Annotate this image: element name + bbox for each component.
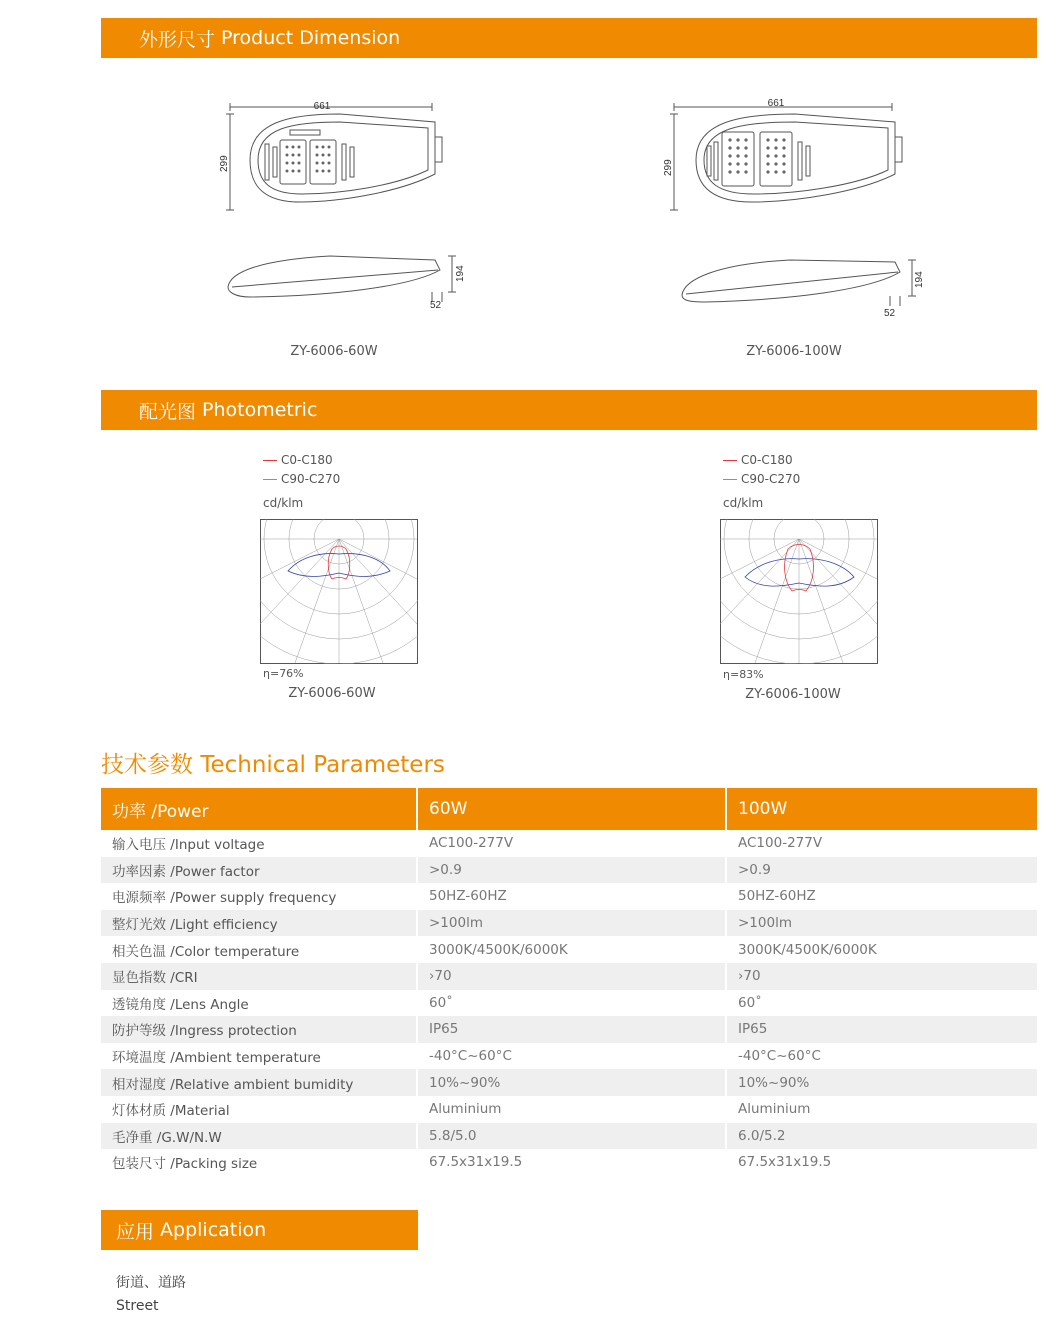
param-value-60w: Aluminium <box>417 1096 726 1123</box>
param-value-60w: >100lm <box>417 910 726 937</box>
legend-swatch-red <box>263 460 277 461</box>
application-header-en: Application <box>160 1219 267 1241</box>
legend-item-c90-r: C90-C270 <box>723 470 800 489</box>
application-header-cn: 应用 <box>116 1220 155 1243</box>
param-value-100w: -40°C~60°C <box>726 1043 1037 1070</box>
header-power: 功率 /Power <box>101 788 417 830</box>
height-label-60w: 299 <box>219 155 230 172</box>
table-row <box>101 830 1037 857</box>
param-value-60w: -40°C~60°C <box>417 1043 726 1070</box>
dimension-header-cn: 外形尺寸 <box>139 28 216 51</box>
table-row <box>101 910 1037 937</box>
width-label-60w: 661 <box>313 101 331 112</box>
legend-item-c0-r: C0-C180 <box>723 451 800 470</box>
param-label: 防护等级 /Ingress protection <box>101 1016 417 1043</box>
technical-title <box>101 746 445 779</box>
param-label: 灯体材质 /Material <box>112 1103 230 1120</box>
side-height-label-60w: 194 <box>455 265 466 282</box>
width-label-100w: 661 <box>767 98 785 109</box>
dimension-drawing-60w <box>210 92 470 317</box>
param-value-100w: Aluminium <box>726 1096 1037 1123</box>
legend-swatch-blue-r <box>723 479 737 480</box>
param-value-60w: 60˚ <box>417 990 726 1017</box>
param-label: 环境温度 /Ambient temperature <box>112 1050 321 1067</box>
param-value-100w: ›70 <box>726 963 1037 990</box>
param-label: 输入电压 /Input voltage <box>112 837 265 854</box>
table-row <box>101 857 1037 884</box>
param-label: 整灯光效 /Light efficiency <box>101 910 417 937</box>
param-value-100w: 10%~90% <box>726 1069 1037 1096</box>
dimension-caption-60w: ZY-6006-60W <box>290 344 378 359</box>
param-label: 电源频率 /Power supply frequency <box>112 890 337 907</box>
application-header <box>101 1210 418 1250</box>
height-label-100w: 299 <box>663 159 674 176</box>
table-row <box>101 1096 1037 1123</box>
legend-item-c0: C0-C180 <box>263 451 340 470</box>
table-row <box>101 963 1037 990</box>
photometric-caption-60w: ZY-6006-60W <box>288 686 376 701</box>
legend-swatch-blue <box>263 479 277 480</box>
photometric-unit-100w: cd/klm <box>723 496 764 510</box>
table-header-row <box>101 788 1037 830</box>
table-row <box>101 990 1037 1017</box>
param-value-60w: ›70 <box>417 963 726 990</box>
side-offset-label-100w: 52 <box>884 308 896 319</box>
dimension-header-en: Product Dimension <box>221 27 401 49</box>
param-value-60w: 5.8/5.0 <box>417 1123 726 1150</box>
table-row <box>101 1069 1037 1096</box>
dimension-header <box>101 18 1037 58</box>
header-60w: 60W <box>417 788 726 830</box>
param-label: 功率因素 /Power factor <box>101 857 417 884</box>
polar-diagram-100w <box>720 519 878 664</box>
param-label: 包装尺寸 /Packing size <box>112 1156 258 1173</box>
technical-title-cn: 技术参数 <box>101 752 193 778</box>
legend-swatch-red-r <box>723 460 737 461</box>
param-value-100w: 67.5x31x19.5 <box>726 1149 1037 1176</box>
application-text-cn: 街道、道路 <box>116 1275 186 1291</box>
photometric-header-cn: 配光图 <box>139 400 197 423</box>
param-value-100w: 3000K/4500K/6000K <box>726 936 1037 963</box>
param-label: 毛净重 /G.W/N.W <box>101 1123 417 1150</box>
param-label: 相对湿度 /Relative ambient bumidity <box>101 1069 417 1096</box>
param-value-60w: 10%~90% <box>417 1069 726 1096</box>
param-label: 显色指数 /CRI <box>101 963 417 990</box>
photometric-header <box>101 390 1037 430</box>
polar-diagram-60w <box>260 519 418 664</box>
param-value-100w: >0.9 <box>726 857 1037 884</box>
param-value-100w: AC100-277V <box>726 830 1037 857</box>
photometric-caption-100w: ZY-6006-100W <box>745 687 841 702</box>
table-row <box>101 1123 1037 1150</box>
table-row <box>101 883 1037 910</box>
param-label: 透镜角度 /Lens Angle <box>112 996 249 1013</box>
photometric-legend-100w <box>723 451 800 489</box>
application-text <box>116 1272 186 1318</box>
side-offset-label-60w: 52 <box>430 300 442 311</box>
param-value-60w: IP65 <box>417 1016 726 1043</box>
application-text-en: Street <box>116 1298 159 1314</box>
table-row <box>101 1149 1037 1176</box>
param-value-60w: >0.9 <box>417 857 726 884</box>
legend-item-c90: C90-C270 <box>263 470 340 489</box>
param-value-60w: AC100-277V <box>417 830 726 857</box>
param-value-60w: 50HZ-60HZ <box>417 883 726 910</box>
photometric-legend-60w <box>263 451 340 489</box>
table-row <box>101 1043 1037 1070</box>
photometric-header-en: Photometric <box>202 399 318 421</box>
side-height-label-100w: 194 <box>914 271 925 288</box>
param-value-100w: 60˚ <box>726 990 1037 1017</box>
param-value-100w: >100lm <box>726 910 1037 937</box>
table-row <box>101 936 1037 963</box>
param-value-60w: 3000K/4500K/6000K <box>417 936 726 963</box>
param-value-100w: 50HZ-60HZ <box>726 883 1037 910</box>
efficiency-60w: η=76% <box>263 667 304 680</box>
param-label: 相关色温 /Color temperature <box>112 943 300 960</box>
param-value-100w: IP65 <box>726 1016 1037 1043</box>
efficiency-100w: η=83% <box>723 668 764 681</box>
dimension-drawing-100w <box>660 90 930 320</box>
photometric-unit-60w: cd/klm <box>263 496 304 510</box>
technical-title-en: Technical Parameters <box>200 752 445 778</box>
header-100w: 100W <box>726 788 1037 830</box>
technical-parameters-table <box>101 788 1037 1176</box>
param-value-60w: 67.5x31x19.5 <box>417 1149 726 1176</box>
dimension-caption-100w: ZY-6006-100W <box>746 344 842 359</box>
param-value-100w: 6.0/5.2 <box>726 1123 1037 1150</box>
table-row <box>101 1016 1037 1043</box>
